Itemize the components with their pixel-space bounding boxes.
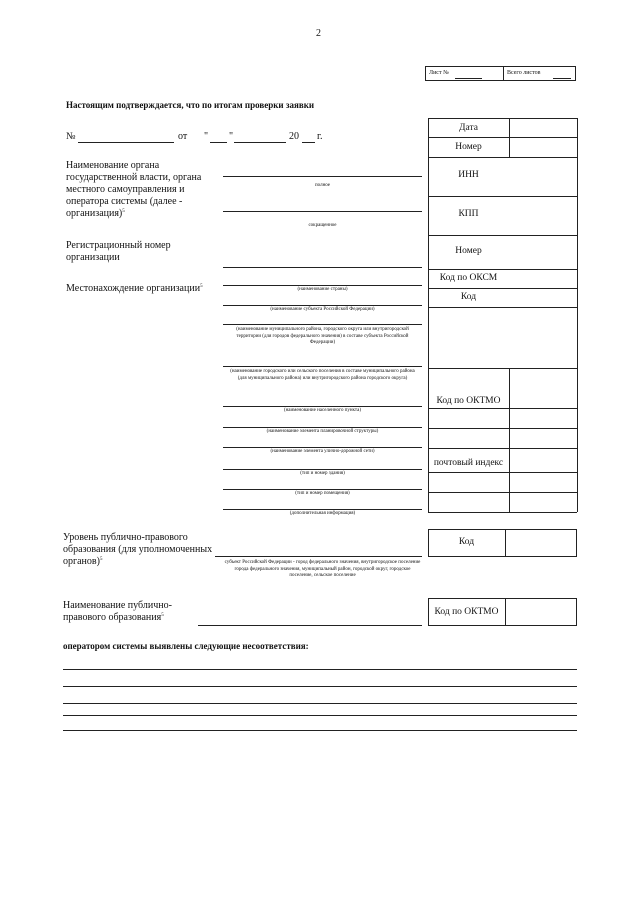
number-sign: № xyxy=(66,131,76,142)
sheet-no-label: Лист № xyxy=(429,70,449,76)
municipal-caption: (наименование муниципального района, городского округа или внутригородской территории (для городов федерального значения) в составе субъекта Российской Федерации) xyxy=(236,327,409,345)
date-cell: Дата xyxy=(459,123,478,133)
year-prefix: 20 xyxy=(289,131,299,142)
oksm-cell: Код по ОКСМ xyxy=(439,273,498,283)
inn-cell: ИНН xyxy=(458,170,479,180)
page-number: 2 xyxy=(316,28,321,39)
room-caption: (тип и номер помещения) xyxy=(295,491,350,496)
level-code-cell: Код xyxy=(458,537,475,547)
year-suffix: г. xyxy=(317,131,323,142)
building-caption: (тип и номер здания) xyxy=(300,471,345,476)
confirmation-heading: Настоящим подтверждается, что по итогам проверки заявки xyxy=(66,100,315,110)
full-name-caption: полное xyxy=(314,183,331,188)
from-label: от xyxy=(178,131,188,142)
total-sheets-label: Всего листов xyxy=(507,70,541,76)
level-label: Уровень публично-правового образования (для уполномоченных органов)$^5$ xyxy=(63,532,213,567)
postal-index-cell: почтовый индекс xyxy=(433,458,504,468)
planning-caption: (наименование элемента планировочной структуры) xyxy=(266,429,379,434)
reg-number-label: Регистрационный номер организации xyxy=(66,240,171,263)
locality-caption: (наименование населенного пункта) xyxy=(283,408,362,413)
org-label: Наименование органа государственной власти, органа местного самоуправления и оператора системы (далее - организация)$^5$ xyxy=(66,160,202,219)
settlement-caption: (наименование городского или сельского поселения в составе муниципального района (для муниципального района) или внутригородского района городского округа) xyxy=(230,369,415,381)
location-label: Местонахождение организации$^5$ xyxy=(66,283,203,294)
street-caption: (наименование элемента улично-дорожной сети) xyxy=(270,449,375,454)
discrepancies-heading: оператором системы выявлены следующие несоответствия: xyxy=(63,641,309,651)
extra-info-caption: (дополнительная информация) xyxy=(289,511,356,516)
oktmo-cell: Код по ОКТМО xyxy=(436,396,501,406)
pub-name-label: Наименование публично-правового образования$^5$ xyxy=(63,600,172,623)
pub-oktmo-cell: Код по ОКТМО xyxy=(434,607,499,617)
code-cell: Код xyxy=(460,292,477,302)
reg-number-cell: Номер xyxy=(455,246,482,256)
subject-caption: (наименование субъекта Российской Федерации) xyxy=(270,307,375,312)
short-name-caption: сокращенное xyxy=(308,223,337,228)
kpp-cell: КПП xyxy=(458,209,479,219)
level-caption: субъект Российской Федерации - город федерального значения, внутригородское поселение города федерального значения, муниципальный район, городской округ, городское поселение, сельское поселение xyxy=(224,560,421,578)
number-cell: Номер xyxy=(455,142,482,152)
country-caption: (наименование страны) xyxy=(297,287,348,292)
